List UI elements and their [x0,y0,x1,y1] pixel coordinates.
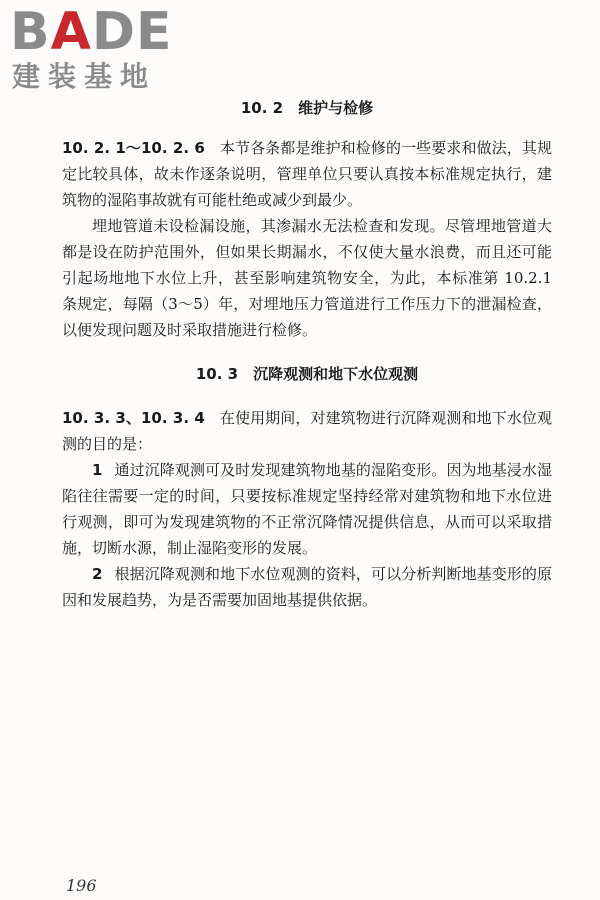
bade-logo [10,4,180,99]
logo-subtitle: 建装基地 [12,60,157,93]
clause-label: 10. 2. 1～10. 2. 6 [62,139,205,157]
item-number: 2 [92,565,103,583]
clause-text: 在使用期间，对建筑物进行沉降观测和地下水位观测的目的是： [62,409,552,453]
document-body [62,95,552,613]
clause-text: 本节各条都是维护和检修的一些要求和做法，其规定比较具体，故未作逐条说明，管理单位只要认真按本标准规定执行，建筑物的湿陷事故就有可能杜绝或减少到最少。 [62,139,552,209]
clause-10-3-3-paragraph [62,405,552,457]
page-number: 196 [66,876,97,895]
list-item [62,457,552,561]
logo-wordmark: BADE [10,2,173,62]
list-item [62,561,552,613]
pipeline-paragraph: 埋地管道未设检漏设施，其渗漏水无法检查和发现。尽管埋地管道大都是设在防护范围外，但如果长期漏水，不仅使大量水浪费，而且还可能引起场地地下水位上升，甚至影响建筑物安全，为此，本标准第 10.2.1 条规定，每隔（3～5）年，对埋地压力管道进行工作压力下的泄漏检查，以便发现问题及时采取措施进行检修。 [62,217,552,339]
item-text: 通过沉降观测可及时发现建筑物地基的湿陷变形。因为地基浸水湿陷往往需要一定的时间，只要按标准规定坚持经常对建筑物和地下水位进行观测，即可为发现建筑物的不正常沉降情况提供信息，从而可以采取措施，切断水源，制止湿陷变形的发展。 [62,461,552,557]
clause-label: 10. 3. 3、10. 3. 4 [62,409,205,427]
item-text: 根据沉降观测和地下水位观测的资料，可以分析判断地基变形的原因和发展趋势，为是否需要加固地基提供依据。 [62,565,552,609]
section-title-10-2: 10. 2 维护与检修 [240,99,374,117]
item-number: 1 [92,461,103,479]
clause-10-2-1-paragraph [62,135,552,213]
section-title-10-3: 10. 3 沉降观测和地下水位观测 [195,365,419,383]
